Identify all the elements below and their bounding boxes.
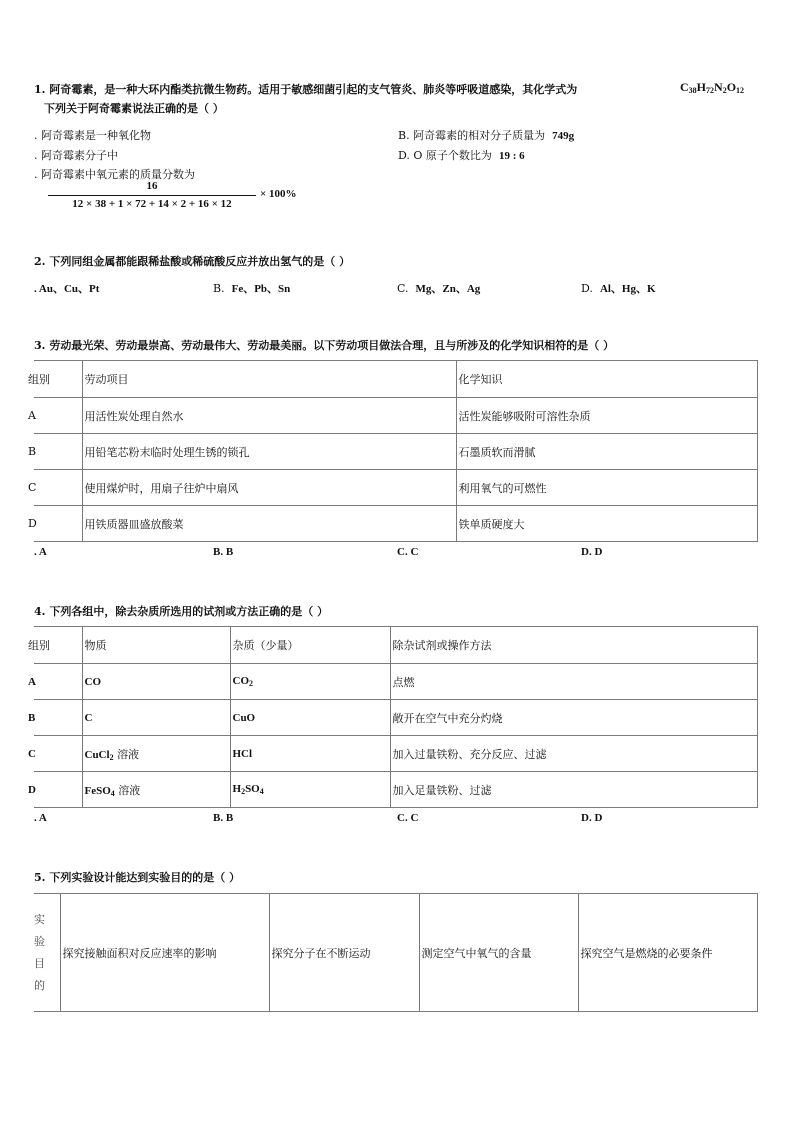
- q3-choice-c[interactable]: C. C: [397, 546, 419, 558]
- q4-choice-a[interactable]: . A: [34, 812, 47, 824]
- labor-cell: 用铁质器皿盛放酸菜: [82, 506, 456, 542]
- method-cell: 加入过量铁粉、充分反应、过滤: [390, 736, 757, 772]
- method-cell: 敞开在空气中充分灼烧: [390, 700, 757, 736]
- q4-table: [28, 626, 758, 808]
- fraction-denominator: 12 × 38 + 1 × 72 + 14 × 2 + 16 × 12: [72, 198, 232, 210]
- q1-option-e[interactable]: . 阿奇霉素中氧元素的质量分数为: [34, 168, 195, 181]
- impurity-cell: HCl: [230, 736, 390, 772]
- labor-cell: 用活性炭处理自然水: [82, 398, 456, 434]
- q4-choice-b[interactable]: B. B: [213, 812, 234, 824]
- q1-option-a[interactable]: . 阿奇霉素是一种氧化物: [34, 129, 151, 142]
- q5-stem: 5. 下列实验设计能达到实验目的的是（ ）: [34, 871, 241, 884]
- group-cell: B: [34, 434, 82, 470]
- method-cell: 加入足量铁粉、过滤: [390, 772, 757, 808]
- knowledge-cell: 石墨质软而滑腻: [456, 434, 757, 470]
- table-row: [34, 506, 757, 542]
- experiment-cell: 探究空气是燃烧的必要条件: [578, 894, 757, 1012]
- header-cell: 组别: [34, 627, 82, 664]
- substance-cell: CuCl$_2$ 溶液: [82, 736, 230, 772]
- knowledge-cell: 铁单质硬度大: [456, 506, 757, 542]
- substance-cell: CO: [82, 664, 230, 700]
- group-cell: D: [34, 506, 82, 542]
- q1-option-b[interactable]: B. 阿奇霉素的相对分子质量为 749g: [398, 129, 575, 142]
- q4-stem: 4. 下列各组中，除去杂质所选用的试剂或方法正确的是（ ）: [34, 605, 329, 618]
- q5-table: [34, 893, 758, 1012]
- impurity-cell: $H_2SO_4$: [230, 772, 390, 808]
- header-cell: 除杂试剂或操作方法: [390, 627, 757, 664]
- table-header-row: [34, 361, 757, 398]
- q1-option-d[interactable]: D. O 原子个数比为 19 : 6: [398, 149, 525, 162]
- experiment-cell: 测定空气中氧气的含量: [419, 894, 578, 1012]
- group-cell: C: [34, 470, 82, 506]
- header-cell: 组别: [34, 361, 82, 398]
- group-cell: B: [34, 700, 82, 736]
- impurity-cell: CuO: [230, 700, 390, 736]
- knowledge-cell: 利用氧气的可燃性: [456, 470, 757, 506]
- q1-option-c[interactable]: . 阿奇霉素分子中: [34, 149, 118, 162]
- table-row: [34, 470, 757, 506]
- header-cell: 劳动项目: [82, 361, 456, 398]
- impurity-cell: $CO_2$: [230, 664, 390, 700]
- fraction-multiplier: × 100%: [260, 188, 297, 200]
- q1-fraction: [48, 180, 348, 216]
- method-cell: 点燃: [390, 664, 757, 700]
- q4-choice-d[interactable]: D. D: [581, 812, 603, 824]
- experiment-cell: 探究分子在不断运动: [269, 894, 419, 1012]
- q4-choice-c[interactable]: C. C: [397, 812, 419, 824]
- q1-stem-line2: 下列关于阿奇霉素说法正确的是（ ）: [44, 102, 224, 115]
- q2-option-d[interactable]: D. Al、Hg、K: [581, 282, 656, 295]
- header-cell: 化学知识: [456, 361, 757, 398]
- q1-stem-line1: 1. 阿奇霉素，是一种大环内酯类抗微生物药。适用于敏感细菌引起的支气管炎、肺炎等呼吸道感染，其化学式为: [34, 83, 578, 96]
- group-cell: A: [34, 398, 82, 434]
- substance-cell: C: [82, 700, 230, 736]
- fraction-bar: [48, 195, 256, 196]
- row-label-cell: 实 验 目 的: [34, 894, 60, 1012]
- table-row: [34, 700, 757, 736]
- experiment-cell: 探究接触面积对反应速率的影响: [60, 894, 269, 1012]
- fraction-numerator: 16: [146, 180, 158, 192]
- table-row: [34, 434, 757, 470]
- q2-option-a[interactable]: . Au、Cu、Pt: [34, 283, 100, 295]
- q3-choice-b[interactable]: B. B: [213, 546, 234, 558]
- q3-choice-d[interactable]: D. D: [581, 546, 603, 558]
- header-cell: 物质: [82, 627, 230, 664]
- labor-cell: 使用煤炉时，用扇子往炉中扇风: [82, 470, 456, 506]
- q3-table: [28, 360, 758, 542]
- q2-option-c[interactable]: C. Mg、Zn、Ag: [397, 282, 481, 295]
- q3-stem: 3. 劳动最光荣、劳动最崇高、劳动最伟大、劳动最美丽。以下劳动项目做法合理，且与所涉及的化学知识相符的是（ ）: [34, 339, 615, 352]
- knowledge-cell: 活性炭能够吸附可溶性杂质: [456, 398, 757, 434]
- q1-formula: $C_{38}H_{72}N_2O_{12}$: [680, 80, 745, 95]
- q2-option-b[interactable]: B. Fe、Pb、Sn: [213, 282, 291, 295]
- table-row: [34, 736, 757, 772]
- table-header-row: [34, 627, 757, 664]
- q3-choice-a[interactable]: . A: [34, 546, 47, 558]
- table-row: [34, 772, 757, 808]
- labor-cell: 用铅笔芯粉末临时处理生锈的锁孔: [82, 434, 456, 470]
- group-cell: A: [34, 664, 82, 700]
- substance-cell: FeSO$_4$ 溶液: [82, 772, 230, 808]
- header-cell: 杂质（少量）: [230, 627, 390, 664]
- group-cell: D: [34, 772, 82, 808]
- group-cell: C: [34, 736, 82, 772]
- table-row: [34, 398, 757, 434]
- table-row: [34, 664, 757, 700]
- table-row: [34, 894, 757, 1012]
- q2-stem: 2. 下列同组金属都能跟稀盐酸或稀硫酸反应并放出氢气的是（ ）: [34, 255, 351, 268]
